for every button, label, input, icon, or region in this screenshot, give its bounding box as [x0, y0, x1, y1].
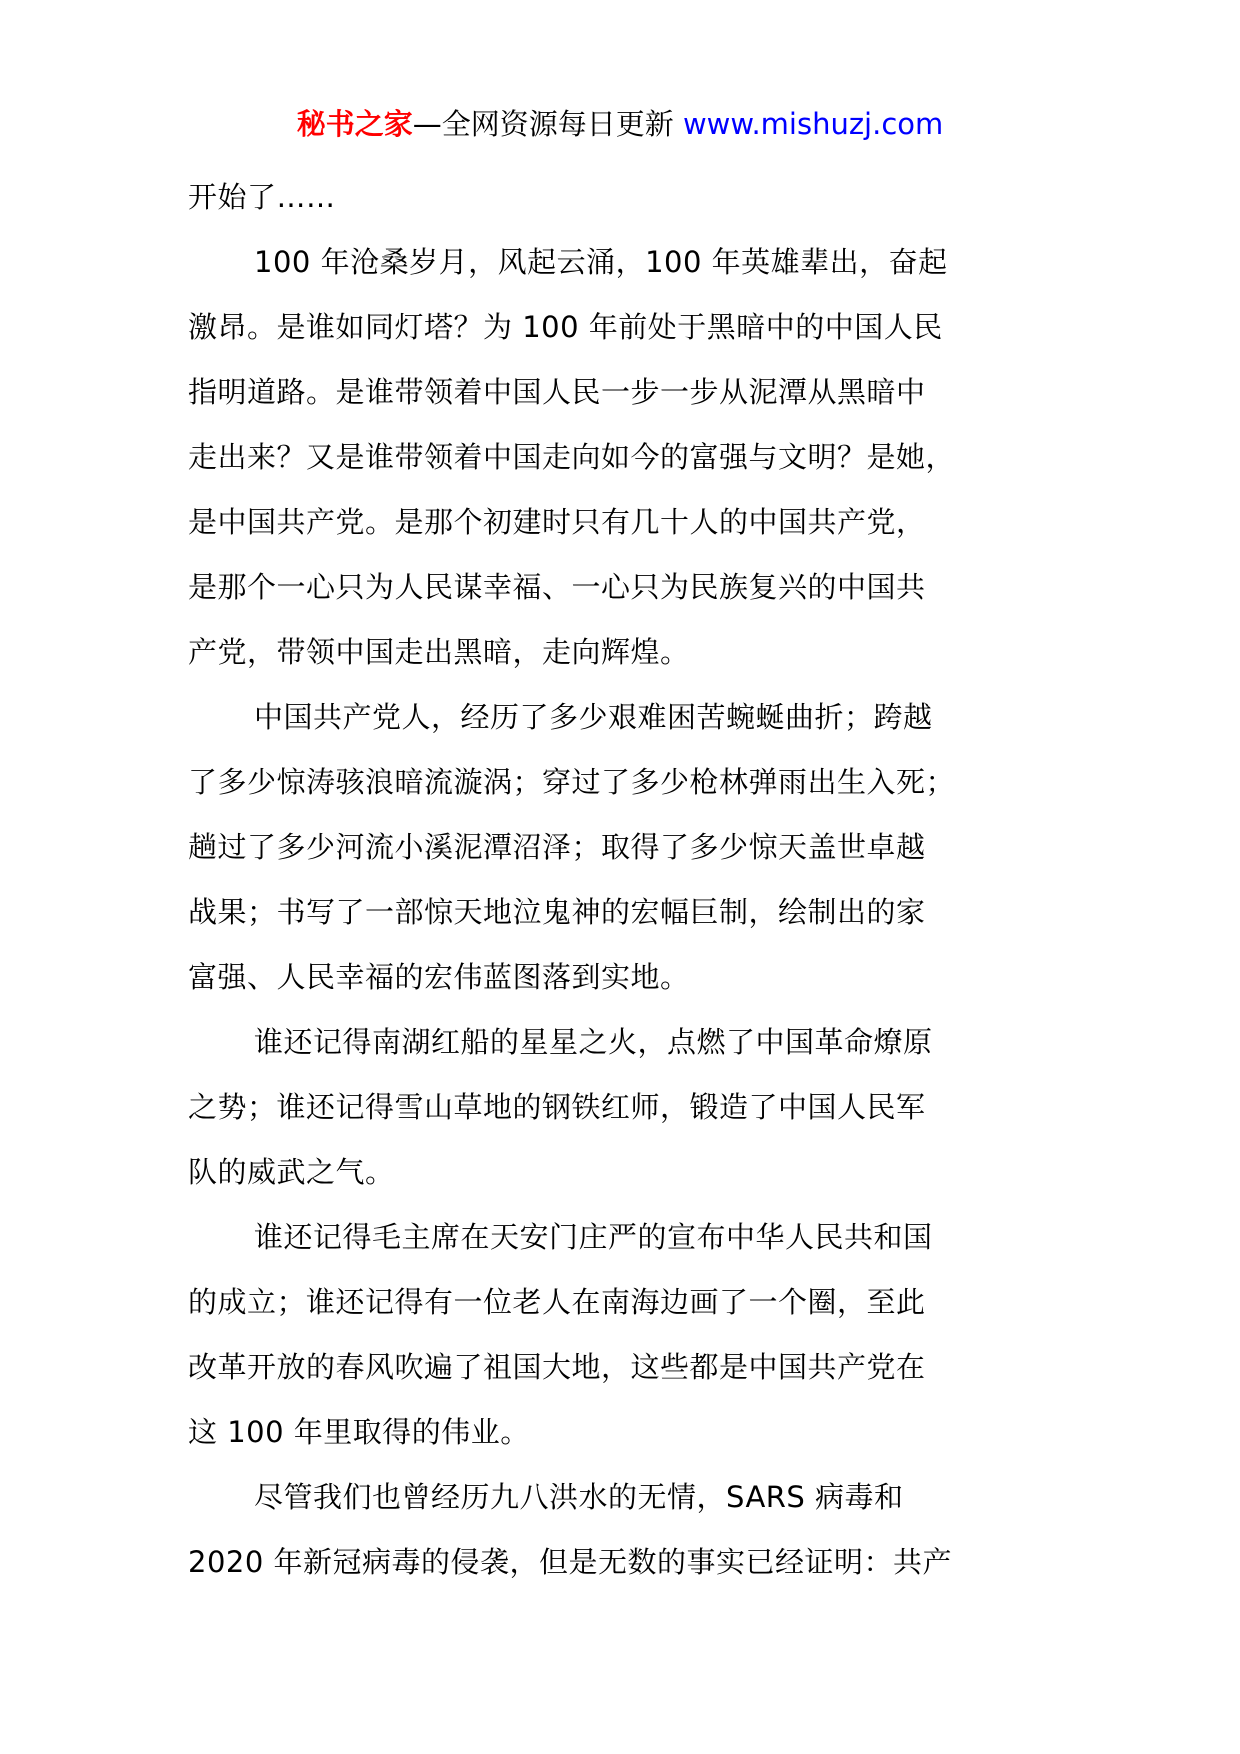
text-line: 的成立；谁还记得有一位老人在南海边画了一个圈，至此 — [188, 1285, 926, 1319]
text-line: 了多少惊涛骇浪暗流漩涡；穿过了多少枪林弹雨出生入死； — [188, 765, 956, 799]
text-line: 队的威武之气。 — [188, 1155, 395, 1189]
text-line: 是那个一心只为人民谋幸福、一心只为民族复兴的中国共 — [188, 570, 926, 604]
text-line: 改革开放的春风吹遍了祖国大地，这些都是中国共产党在 — [188, 1350, 926, 1384]
text-line: 指明道路。是谁带领着中国人民一步一步从泥潭从黑暗中 — [188, 375, 926, 409]
text-line: 2020 年新冠病毒的侵袭，但是无数的事实已经证明：共产 — [188, 1545, 953, 1579]
paragraph-first-line: 尽管我们也曾经历九八洪水的无情，SARS 病毒和 — [254, 1480, 904, 1514]
paragraph-first-line: 谁还记得毛主席在天安门庄严的宣布中华人民共和国 — [254, 1220, 933, 1254]
site-tagline: —全网资源每日更新 — [412, 107, 683, 141]
text-line: 趟过了多少河流小溪泥潭沼泽；取得了多少惊天盖世卓越 — [188, 830, 926, 864]
text-line: 是中国共产党。是那个初建时只有几十人的中国共产党， — [188, 505, 926, 539]
text-line: 激昂。是谁如同灯塔？为 100 年前处于黑暗中的中国人民 — [188, 310, 943, 344]
site-url-link[interactable]: www.mishuzj.com — [682, 107, 944, 141]
paragraph-first-line: 谁还记得南湖红船的星星之火，点燃了中国革命燎原 — [254, 1025, 933, 1059]
text-line: 富强、人民幸福的宏伟蓝图落到实地。 — [188, 960, 690, 994]
text-line: 开始了…… — [188, 180, 336, 214]
paragraph-first-line: 100 年沧桑岁月，风起云涌，100 年英雄辈出，奋起 — [254, 245, 948, 279]
text-line: 走出来？又是谁带领着中国走向如今的富强与文明？是她， — [188, 440, 956, 474]
page-header — [0, 104, 1240, 144]
text-line: 之势；谁还记得雪山草地的钢铁红师，锻造了中国人民军 — [188, 1090, 926, 1124]
document-body — [188, 165, 1060, 1595]
site-brand: 秘书之家 — [296, 107, 413, 141]
paragraph-first-line: 中国共产党人，经历了多少艰难困苦蜿蜒曲折；跨越 — [254, 700, 933, 734]
text-line: 产党，带领中国走出黑暗，走向辉煌。 — [188, 635, 690, 669]
text-line: 这 100 年里取得的伟业。 — [188, 1415, 530, 1449]
text-line: 战果；书写了一部惊天地泣鬼神的宏幅巨制，绘制出的家 — [188, 895, 926, 929]
